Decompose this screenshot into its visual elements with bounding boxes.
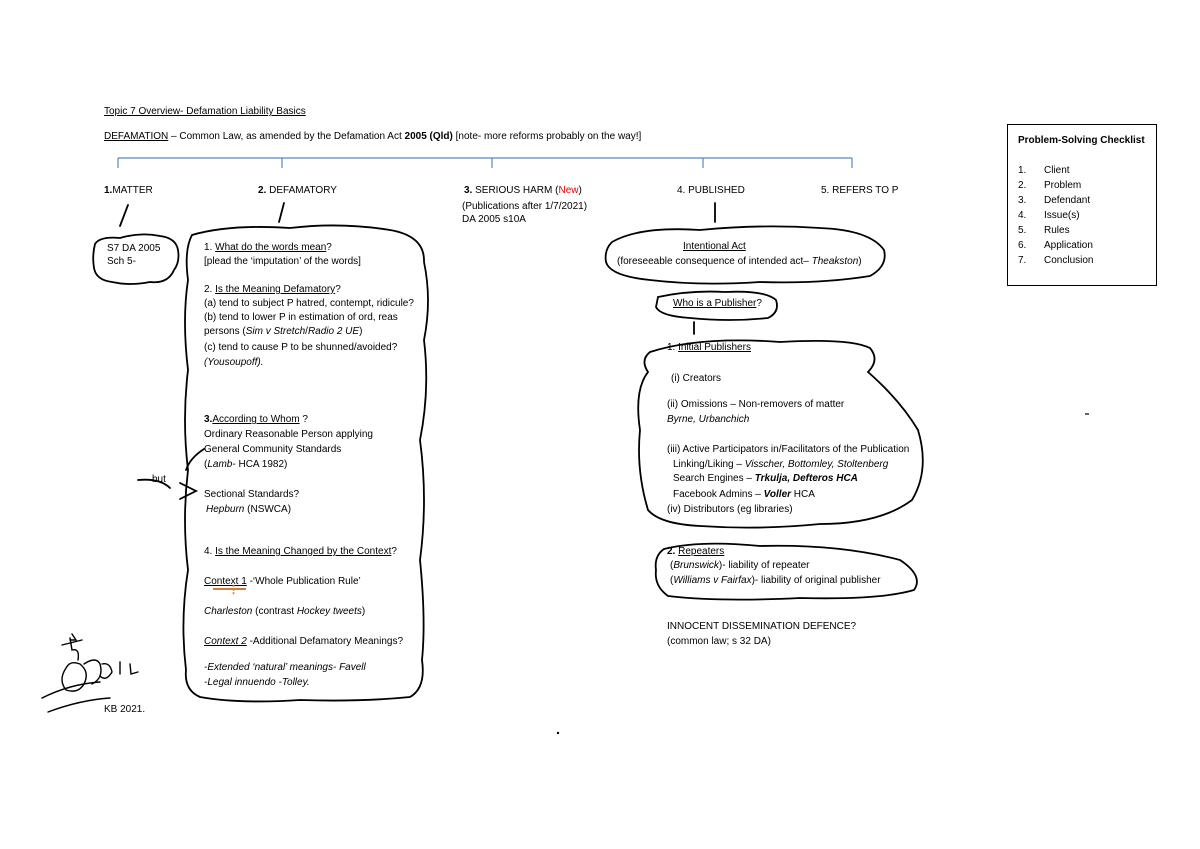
defamation-rest: – Common Law, as amended by the Defamation Act [168,131,405,142]
defamatory-connector [279,203,284,222]
element-defamatory: 2. DEFAMATORY [258,185,337,196]
q3-line3: (Lamb- HCA 1982) [204,459,288,470]
omissions-cases: Byrne, Urbanchich [667,414,750,425]
intentional-act-title: Intentional Act [683,241,746,252]
context1-mark: ⋮ [228,584,239,596]
checklist-item: 1. Client [1018,165,1070,176]
element-matter: 1.MATTER [104,185,153,196]
repeaters-title: 2. Repeaters [667,546,725,557]
reform-note: [note- more reforms probably on the way!] [452,131,642,142]
q2-c: (c) tend to cause P to be shunned/avoided? [204,342,398,353]
new-badge: New [558,185,579,196]
context2: Context 2 -Additional Defamatory Meanings? [204,636,404,647]
checklist-item: 7. Conclusion [1018,255,1094,266]
q2-b2: persons (Sim v Stretch/Radio 2 UE) [204,326,363,337]
facebook-admins: Facebook Admins – Voller HCA [673,489,815,500]
defamation-heading [104,130,641,143]
matter-section: S7 DA 2005 [107,243,161,254]
q4-heading: 4. Is the Meaning Changed by the Context? [204,546,397,557]
but-curve [186,449,204,470]
checklist-item: 3. Defendant [1018,195,1091,206]
q2-heading: 2. Is the Meaning Defamatory? [204,284,341,295]
matter-schedule: Sch 5- [107,256,136,267]
q3-line2: General Community Standards [204,444,342,455]
q2-a: (a) tend to subject P hatred, contempt, ridicule? [204,298,414,309]
linking-liking: Linking/Liking – Visscher, Bottomley, Stoltenberg [673,459,889,470]
act-year: 2005 (Qld) [404,131,453,142]
checklist-item: 4. Issue(s) [1018,210,1080,221]
innocent-dissemination-source: (common law; s 32 DA) [667,636,771,647]
distributors: (iv) Distributors (eg libraries) [667,504,793,515]
search-engines: Search Engines – Trkulja, Defteros HCA [673,473,858,484]
sectional-standards: Sectional Standards? [204,489,300,500]
matter-connector [120,205,128,226]
author-signature [42,634,138,712]
checklist-item: 2. Problem [1018,180,1082,191]
element-serious-harm: 3. SERIOUS HARM (New) [464,185,582,196]
q3-line1: Ordinary Reasonable Person applying [204,429,373,440]
serious-harm-section: DA 2005 s10A [462,214,526,225]
legal-innuendo: -Legal innuendo -Tolley. [204,677,310,688]
context1: Context 1 -‘Whole Publication Rule’ [204,576,361,587]
stray-dot [557,732,559,734]
who-publisher-title: Who is a Publisher? [673,298,762,309]
omissions: (ii) Omissions – Non-removers of matter [667,399,845,410]
q3-heading: 3.According to Whom ? [204,414,308,425]
charleston: Charleston (contrast Hockey tweets) [204,606,366,617]
but-label: but [152,474,166,485]
creators: (i) Creators [671,373,722,384]
williams-fairfax: (Williams v Fairfax)- liability of original publisher [670,575,881,586]
element-published: 4. PUBLISHED [677,185,745,196]
topic-title: Topic 7 Overview- Defamation Liability Basics [104,106,306,117]
author-credit: KB 2021. [104,704,146,715]
element-refers: 5. REFERS TO P [821,185,899,196]
hepburn: Hepburn (NSWCA) [206,504,292,515]
extended-meanings: -Extended ‘natural’ meanings- Favell [204,662,366,673]
defamation-word: DEFAMATION [104,131,169,142]
checklist-items [1018,163,1093,268]
q2-c-case: (Yousoupoff). [204,357,264,368]
innocent-dissemination: INNOCENT DISSEMINATION DEFENCE? [667,621,857,632]
initial-publishers-title: 1. Initial Publishers [667,342,751,353]
q1-imputation: [plead the ‘imputation’ of the words] [204,256,361,267]
intentional-act-line: (foreseeable consequence of intended act– Theakston) [617,256,862,267]
brunswick: (Brunswick)- liability of repeater [670,560,810,571]
q1-heading: 1. What do the words mean? [204,242,332,253]
checklist-item: 6. Application [1018,240,1093,251]
checklist-title: Problem-Solving Checklist [1018,135,1145,146]
problem-solving-checklist [1007,124,1157,286]
active-participators: (iii) Active Participators in/Facilitators of the Publication [667,444,910,455]
but-arrowhead [180,483,196,499]
serious-harm-date: (Publications after 1/7/2021) [462,201,588,212]
checklist-item: 5. Rules [1018,225,1070,236]
q2-b1: (b) tend to lower P in estimation of ord, reas [204,312,398,323]
element-bracket [118,158,852,168]
